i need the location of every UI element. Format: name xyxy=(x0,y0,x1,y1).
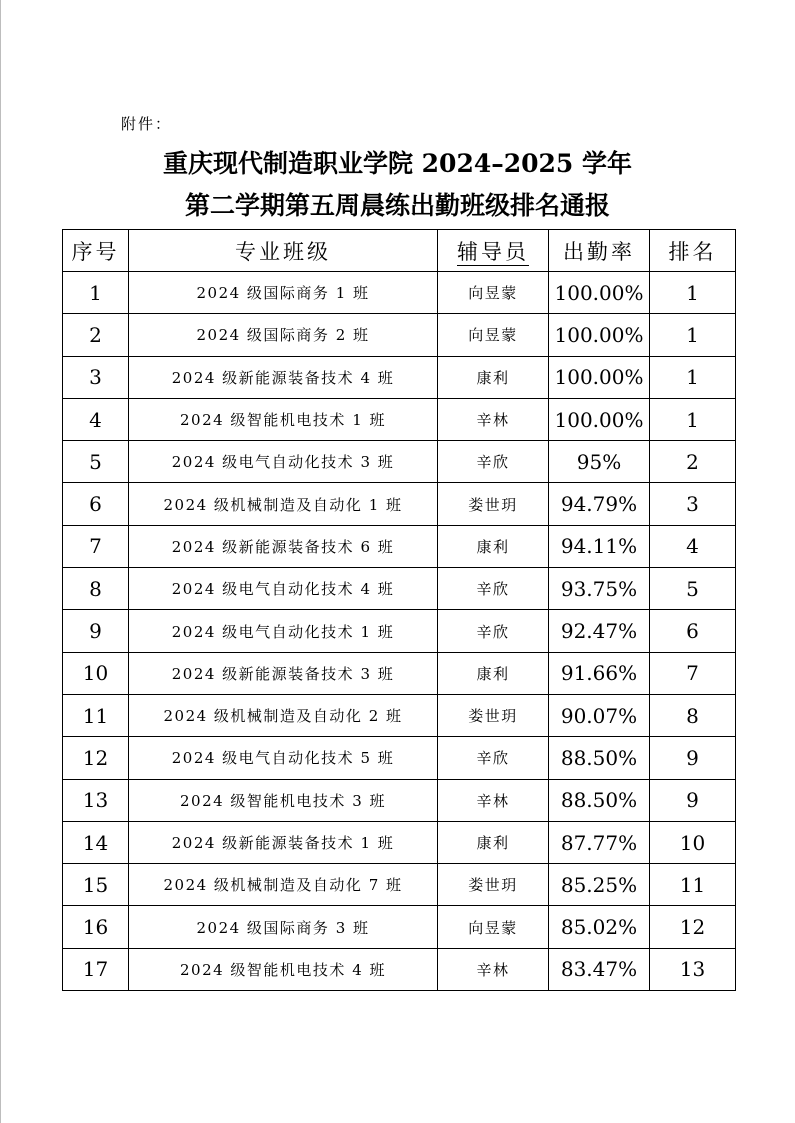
cell-attendance: 91.66% xyxy=(549,652,650,694)
table-row xyxy=(63,779,736,821)
table-row xyxy=(63,610,736,652)
table-row xyxy=(63,737,736,779)
cell-rank: 13 xyxy=(650,948,736,990)
header-class: 专业班级 xyxy=(129,230,438,272)
cell-class: 2024 级新能源装备技术 4 班 xyxy=(129,356,438,398)
cell-rank: 4 xyxy=(650,525,736,567)
table-row xyxy=(63,525,736,567)
header-index: 序号 xyxy=(63,230,129,272)
cell-attendance: 100.00% xyxy=(549,398,650,440)
cell-attendance: 87.77% xyxy=(549,821,650,863)
cell-rank: 6 xyxy=(650,610,736,652)
cell-index: 6 xyxy=(63,483,129,525)
cell-index: 12 xyxy=(63,737,129,779)
cell-rank: 9 xyxy=(650,737,736,779)
cell-class: 2024 级新能源装备技术 6 班 xyxy=(129,525,438,567)
cell-index: 2 xyxy=(63,314,129,356)
cell-attendance: 95% xyxy=(549,441,650,483)
table-row xyxy=(63,694,736,736)
cell-counselor: 向昱蒙 xyxy=(438,272,549,314)
table-row xyxy=(63,821,736,863)
table-row xyxy=(63,441,736,483)
table-row xyxy=(63,398,736,440)
attachment-label: 附件： xyxy=(121,115,173,133)
cell-index: 14 xyxy=(63,821,129,863)
cell-index: 4 xyxy=(63,398,129,440)
cell-attendance: 92.47% xyxy=(549,610,650,652)
cell-attendance: 85.25% xyxy=(549,864,650,906)
cell-class: 2024 级电气自动化技术 1 班 xyxy=(129,610,438,652)
cell-counselor: 康利 xyxy=(438,525,549,567)
table-row xyxy=(63,356,736,398)
table-row xyxy=(63,568,736,610)
cell-counselor: 辛欣 xyxy=(438,441,549,483)
cell-class: 2024 级智能机电技术 1 班 xyxy=(129,398,438,440)
cell-class: 2024 级机械制造及自动化 1 班 xyxy=(129,483,438,525)
table-row xyxy=(63,652,736,694)
cell-counselor: 康利 xyxy=(438,821,549,863)
cell-class: 2024 级国际商务 3 班 xyxy=(129,906,438,948)
cell-index: 1 xyxy=(63,272,129,314)
cell-attendance: 100.00% xyxy=(549,356,650,398)
header-rank: 排名 xyxy=(650,230,736,272)
document-title-line-2: 第二学期第五周晨练出勤班级排名通报 xyxy=(184,191,610,220)
cell-attendance: 88.50% xyxy=(549,779,650,821)
cell-class: 2024 级电气自动化技术 5 班 xyxy=(129,737,438,779)
cell-class: 2024 级电气自动化技术 3 班 xyxy=(129,441,438,483)
cell-rank: 7 xyxy=(650,652,736,694)
cell-index: 15 xyxy=(63,864,129,906)
cell-attendance: 85.02% xyxy=(549,906,650,948)
cell-index: 8 xyxy=(63,568,129,610)
cell-rank: 10 xyxy=(650,821,736,863)
header-attendance: 出勤率 xyxy=(549,230,650,272)
cell-rank: 1 xyxy=(650,398,736,440)
cell-rank: 12 xyxy=(650,906,736,948)
cell-attendance: 83.47% xyxy=(549,948,650,990)
attendance-ranking-table xyxy=(62,229,736,991)
cell-index: 11 xyxy=(63,694,129,736)
cell-counselor: 辛欣 xyxy=(438,610,549,652)
header-counselor-label: 辅导员 xyxy=(457,239,529,264)
cell-counselor: 辛欣 xyxy=(438,737,549,779)
cell-attendance: 88.50% xyxy=(549,737,650,779)
cell-rank: 11 xyxy=(650,864,736,906)
cell-index: 9 xyxy=(63,610,129,652)
table-row xyxy=(63,483,736,525)
cell-counselor: 辛林 xyxy=(438,779,549,821)
cell-attendance: 93.75% xyxy=(549,568,650,610)
cell-counselor: 娄世玥 xyxy=(438,694,549,736)
cell-class: 2024 级国际商务 1 班 xyxy=(129,272,438,314)
cell-attendance: 94.79% xyxy=(549,483,650,525)
cell-index: 3 xyxy=(63,356,129,398)
cell-class: 2024 级智能机电技术 4 班 xyxy=(129,948,438,990)
cell-rank: 5 xyxy=(650,568,736,610)
cell-index: 5 xyxy=(63,441,129,483)
cell-attendance: 100.00% xyxy=(549,314,650,356)
cell-rank: 2 xyxy=(650,441,736,483)
cell-counselor: 娄世玥 xyxy=(438,864,549,906)
cell-rank: 1 xyxy=(650,314,736,356)
cell-counselor: 向昱蒙 xyxy=(438,906,549,948)
cell-index: 7 xyxy=(63,525,129,567)
table-row xyxy=(63,272,736,314)
cell-rank: 1 xyxy=(650,356,736,398)
document-title-line-1: 重庆现代制造职业学院 2024–2025 学年 xyxy=(162,149,633,178)
cell-rank: 1 xyxy=(650,272,736,314)
table-row xyxy=(63,864,736,906)
cell-counselor: 辛欣 xyxy=(438,568,549,610)
cell-index: 17 xyxy=(63,948,129,990)
cell-rank: 9 xyxy=(650,779,736,821)
table-row xyxy=(63,948,736,990)
cell-counselor: 康利 xyxy=(438,356,549,398)
cell-class: 2024 级新能源装备技术 1 班 xyxy=(129,821,438,863)
cell-class: 2024 级国际商务 2 班 xyxy=(129,314,438,356)
cell-class: 2024 级机械制造及自动化 2 班 xyxy=(129,694,438,736)
cell-index: 16 xyxy=(63,906,129,948)
table-row xyxy=(63,906,736,948)
cell-counselor: 娄世玥 xyxy=(438,483,549,525)
cell-counselor: 康利 xyxy=(438,652,549,694)
cell-class: 2024 级机械制造及自动化 7 班 xyxy=(129,864,438,906)
cell-class: 2024 级电气自动化技术 4 班 xyxy=(129,568,438,610)
cell-attendance: 94.11% xyxy=(549,525,650,567)
cell-attendance: 90.07% xyxy=(549,694,650,736)
table-row xyxy=(63,314,736,356)
cell-index: 13 xyxy=(63,779,129,821)
table-header-row xyxy=(63,230,736,272)
cell-attendance: 100.00% xyxy=(549,272,650,314)
cell-index: 10 xyxy=(63,652,129,694)
cell-counselor: 辛林 xyxy=(438,398,549,440)
cell-rank: 8 xyxy=(650,694,736,736)
header-counselor xyxy=(438,230,549,272)
cell-counselor: 向昱蒙 xyxy=(438,314,549,356)
cell-class: 2024 级新能源装备技术 3 班 xyxy=(129,652,438,694)
cell-counselor: 辛林 xyxy=(438,948,549,990)
cell-class: 2024 级智能机电技术 3 班 xyxy=(129,779,438,821)
cell-rank: 3 xyxy=(650,483,736,525)
table-body xyxy=(63,272,736,991)
